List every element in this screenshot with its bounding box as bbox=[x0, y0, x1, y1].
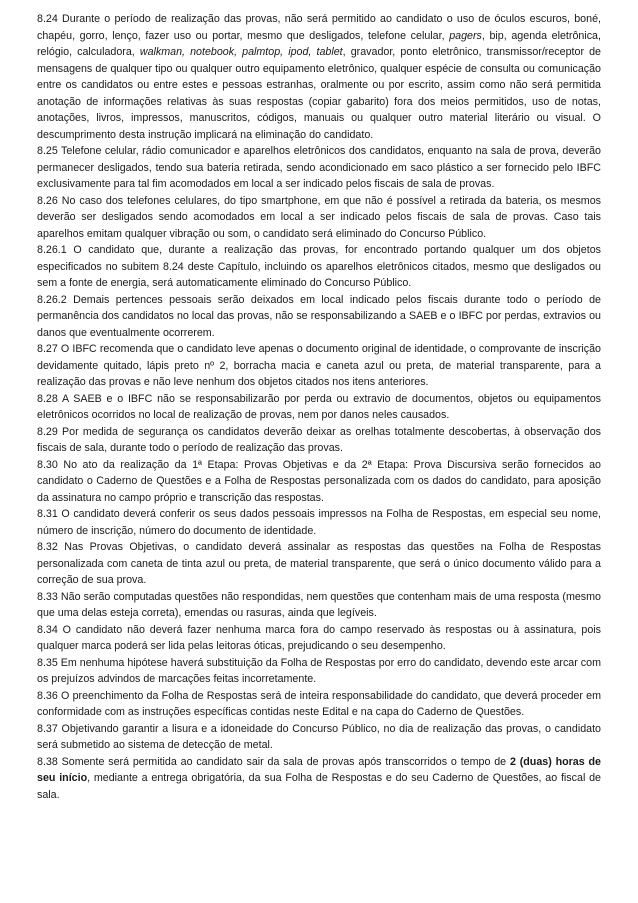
paragraph-text: , gravador, ponto eletrônico, transmissor/receptor de mensagens de qualquer tipo ou qualquer outro equipamento eletrônico, qualquer espécie de consulta ou comunicação entre os candidatos ou entre estes e pessoas estranhas, oralmente ou por escrito, assim como não será permitida anotação de informações relativas às suas respostas (copiar gabarito) fora dos meios permitidos, uso de notas, anotações, livros, impressos, manuscritos, códigos, manuais ou qualquer outro material literário ou visual. O descumprimento desta instrução implicará na eliminação do candidato. bbox=[37, 46, 601, 141]
paragraph-text: , bip, agenda eletrônica, relógio, calculadora, bbox=[37, 29, 601, 58]
paragraph-text: 8.32 Nas Provas Objetivas, o candidato deverá assinalar as respostas das questões na Folha de Respostas personalizada com caneta de tinta azul ou preta, de material transparente, que será o único documento válido para a correção de sua prova. bbox=[37, 541, 601, 586]
paragraph-text: 8.35 Em nenhuma hipótese haverá substituição da Folha de Respostas por erro do candidato, devendo este arcar com os prejuízos advindos de marcações feitas incorretamente. bbox=[37, 656, 601, 685]
paragraph-text: 8.31 O candidato deverá conferir os seus dados pessoais impressos na Folha de Respostas, em especial seu nome, número de inscrição, número do documento de identidade. bbox=[37, 508, 601, 537]
paragraph bbox=[37, 391, 601, 424]
paragraph bbox=[37, 143, 601, 193]
paragraph-text: 8.26 No caso dos telefones celulares, do tipo smartphone, em que não é possível a retirada da bateria, os mesmos deverão ser desligados sendo acomodados em local a ser indicado pelos fiscais de sala de provas. Caso tais aparelhos emitam qualquer vibração ou som, o candidato será eliminado do Concurso Público. bbox=[37, 194, 601, 240]
paragraph-text: 8.38 Somente será permitida ao candidato sair da sala de provas após transcorridos o tempo de bbox=[37, 755, 510, 768]
paragraph-text: 8.26.1 O candidato que, durante a realização das provas, for encontrado portando qualquer um dos objetos especificados no subitem 8.24 deste Capítulo, incluindo os aparelhos eletrônicos citados, mesmo que desligados ou sem a fonte de energia, será automaticamente eliminado do Concurso Público. bbox=[37, 244, 601, 289]
paragraph-text: 8.37 Objetivando garantir a lisura e a idoneidade do Concurso Público, no dia de realização das provas, o candidato será submetido ao sistema de detecção de metal. bbox=[37, 722, 601, 751]
paragraph-text: 8.24 Durante o período de realização das provas, não será permitido ao candidato o uso de óculos escuros, boné, chapéu, gorro, lenço, fazer uso ou portar, mesmo que desligados, telefone celular, bbox=[37, 13, 601, 42]
paragraph bbox=[37, 242, 601, 292]
paragraph-text: 8.34 O candidato não deverá fazer nenhuma marca fora do campo reservado às respostas ou à assinatura, pois qualquer marca poderá ser lida pelas leitoras óticas, prejudicando o seu desempenho. bbox=[37, 623, 601, 652]
paragraph bbox=[37, 424, 601, 457]
paragraph-text: 8.30 No ato da realização da 1ª Etapa: Provas Objetivas e da 2ª Etapa: Prova Discursiva serão fornecidos ao candidato o Caderno de Questões e a Folha de Respostas personalizada com os dados do candidato, para aposição da assinatura no campo próprio e transcrição das respostas. bbox=[37, 458, 601, 504]
paragraph-text: 8.25 Telefone celular, rádio comunicador e aparelhos eletrônicos dos candidatos, enquanto na sala de prova, deverão permanecer desligados, tendo sua bateria retirada, sendo acondicionado em saco plástico a ser fornecido pelo IBFC exclusivamente para tal fim acomodados em local a ser indicado pelos fiscais de sala de provas. bbox=[37, 145, 601, 190]
paragraph-text: , mediante a entrega obrigatória, da sua Folha de Respostas e do seu Caderno de Questões, ao fiscal de sala. bbox=[37, 772, 601, 801]
paragraph-text: 8.29 Por medida de segurança os candidatos deverão deixar as orelhas totalmente descobertas, à observação dos fiscais de sala, durante todo o período de realização das provas. bbox=[37, 425, 601, 454]
paragraph bbox=[37, 589, 601, 622]
paragraph bbox=[37, 688, 601, 721]
paragraph bbox=[37, 341, 601, 391]
paragraph bbox=[37, 622, 601, 655]
paragraph bbox=[37, 11, 601, 143]
paragraph bbox=[37, 721, 601, 754]
paragraph-text: 8.26.2 Demais pertences pessoais serão deixados em local indicado pelos fiscais durante todo o período de permanência dos candidatos no local das provas, não se responsabilizando a SAEB e o IBFC por perdas, extravios ou danos que eventualmente ocorrerem. bbox=[37, 293, 601, 339]
paragraph-text: 8.28 A SAEB e o IBFC não se responsabilizarão por perda ou extravio de documentos, objetos ou equipamentos eletrônicos ocorridos no local de realização de provas, nem por danos neles causados. bbox=[37, 392, 601, 421]
bold-text: 2 (duas) horas de seu início bbox=[37, 755, 601, 784]
paragraph bbox=[37, 292, 601, 342]
paragraph-text: 8.27 O IBFC recomenda que o candidato leve apenas o documento original de identidade, o comprovante de inscrição devidamente quitado, lápis preto nº 2, borracha macia e caneta azul ou preta, de material transparente, para a realização das provas e não leve nenhum dos objetos citados nos itens anteriores. bbox=[37, 343, 601, 388]
paragraph bbox=[37, 655, 601, 688]
paragraph bbox=[37, 457, 601, 507]
paragraph-text: 8.36 O preenchimento da Folha de Respostas será de inteira responsabilidade do candidato, que deverá proceder em conformidade com as instruções específicas contidas neste Edital e na capa do Caderno de Questões. bbox=[37, 689, 601, 718]
paragraph bbox=[37, 539, 601, 589]
italic-text: walkman, notebook, palmtop, ipod, tablet bbox=[139, 46, 343, 58]
document-body bbox=[37, 11, 601, 803]
italic-text: pagers bbox=[449, 29, 482, 42]
paragraph-text: 8.33 Não serão computadas questões não respondidas, nem questões que contenham mais de uma resposta (mesmo que uma delas esteja correta), emendas ou rasuras, ainda que legíveis. bbox=[37, 590, 601, 619]
paragraph bbox=[37, 506, 601, 539]
paragraph bbox=[37, 193, 601, 243]
paragraph bbox=[37, 754, 601, 804]
